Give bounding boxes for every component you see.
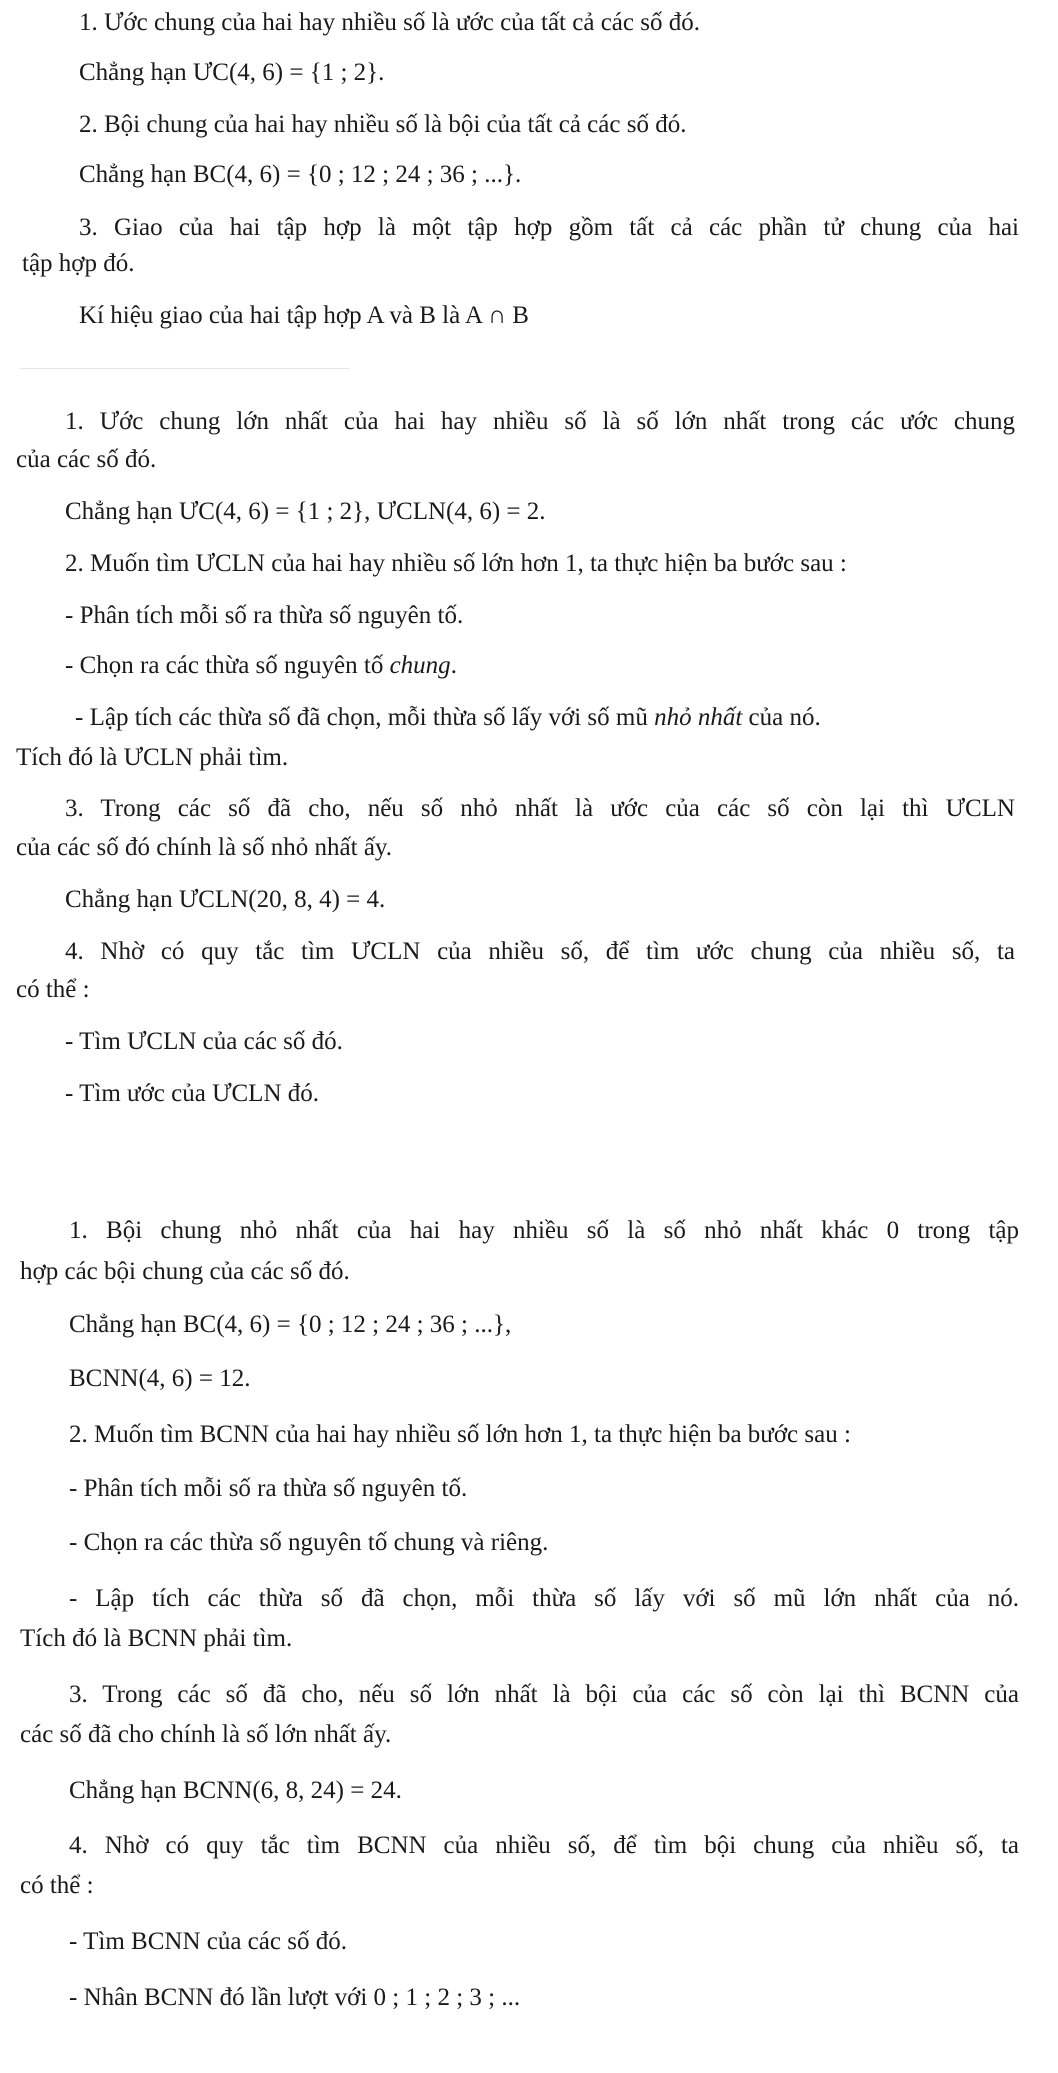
s3-p1-example2: BCNN(4, 6) = 12.	[69, 1365, 251, 1392]
s2-p3-example: Chẳng hạn ƯCLN(20, 8, 4) = 4.	[65, 886, 386, 913]
s2-p1-example: Chẳng hạn ƯC(4, 6) = {1 ; 2}, ƯCLN(4, 6) = 2.	[65, 498, 546, 525]
s1-p2-example: Chẳng hạn BC(4, 6) = {0 ; 12 ; 24 ; 36 ; ...}.	[79, 161, 522, 188]
s3-p4-step1: - Tìm BCNN của các số đó.	[69, 1928, 347, 1955]
s2-step3-emphasis: nhỏ nhất	[654, 704, 743, 731]
section-divider	[20, 368, 350, 369]
s3-p3-line1: 3. Trong các số đã cho, nếu số lớn nhất là bội của các số còn lại thì BCNN của	[69, 1681, 1019, 1708]
s3-p3-example: Chẳng hạn BCNN(6, 8, 24) = 24.	[69, 1777, 402, 1804]
s1-p1: 1. Ước chung của hai hay nhiều số là ước của tất cả các số đó.	[79, 9, 700, 36]
s3-p1-line2: hợp các bội chung của các số đó.	[20, 1258, 350, 1285]
s2-p4-line2: có thể :	[16, 976, 90, 1003]
s3-p2: 2. Muốn tìm BCNN của hai hay nhiều số lớn hơn 1, ta thực hiện ba bước sau :	[69, 1421, 851, 1448]
s3-p3-line2: các số đã cho chính là số lớn nhất ấy.	[20, 1721, 392, 1748]
s3-p1-example1: Chẳng hạn BC(4, 6) = {0 ; 12 ; 24 ; 36 ; ...},	[69, 1311, 512, 1338]
s2-p1-line1: 1. Ước chung lớn nhất của hai hay nhiều số là số lớn nhất trong các ước chung	[65, 408, 1015, 435]
s3-step2: - Chọn ra các thừa số nguyên tố chung và riêng.	[69, 1529, 549, 1556]
s2-p2: 2. Muốn tìm ƯCLN của hai hay nhiều số lớn hơn 1, ta thực hiện ba bước sau :	[65, 550, 847, 577]
s2-step3-line1	[75, 703, 821, 733]
s1-p1-example: Chẳng hạn ƯC(4, 6) = {1 ; 2}.	[79, 59, 385, 86]
s1-p3-line2: tập hợp đó.	[22, 250, 135, 277]
s2-p4-step1: - Tìm ƯCLN của các số đó.	[65, 1028, 343, 1055]
s3-p1-line1: 1. Bội chung nhỏ nhất của hai hay nhiều số là số nhỏ nhất khác 0 trong tập	[69, 1217, 1019, 1244]
s3-p4-step2: - Nhân BCNN đó lần lượt với 0 ; 1 ; 2 ; 3 ; ...	[69, 1984, 521, 2011]
s1-p3-line1: 3. Giao của hai tập hợp là một tập hợp gồm tất cả các phần tử chung của hai	[79, 214, 1019, 241]
s3-step1: - Phân tích mỗi số ra thừa số nguyên tố.	[69, 1475, 468, 1502]
s1-p3-notation: Kí hiệu giao của hai tập hợp A và B là A ∩ B	[79, 302, 529, 329]
s1-p2: 2. Bội chung của hai hay nhiều số là bội của tất cả các số đó.	[79, 111, 687, 138]
s3-step3-line1: - Lập tích các thừa số đã chọn, mỗi thừa số lấy với số mũ lớn nhất của nó.	[69, 1585, 1019, 1612]
s2-step2	[65, 651, 457, 681]
s2-p4-step2: - Tìm ước của ƯCLN đó.	[65, 1080, 319, 1107]
s3-p4-line1: 4. Nhờ có quy tắc tìm BCNN của nhiều số, để tìm bội chung của nhiều số, ta	[69, 1832, 1019, 1859]
s2-step3-end: của nó.	[742, 704, 821, 731]
s2-p4-line1: 4. Nhờ có quy tắc tìm ƯCLN của nhiều số, để tìm ước chung của nhiều số, ta	[65, 938, 1015, 965]
s3-step3-line2: Tích đó là BCNN phải tìm.	[20, 1625, 293, 1652]
s2-step3-line2: Tích đó là ƯCLN phải tìm.	[16, 744, 289, 771]
s2-step2-emphasis: chung	[389, 652, 451, 679]
s3-p4-line2: có thể :	[20, 1872, 94, 1899]
s2-step1: - Phân tích mỗi số ra thừa số nguyên tố.	[65, 602, 464, 629]
s2-p3-line1: 3. Trong các số đã cho, nếu số nhỏ nhất là ước của các số còn lại thì ƯCLN	[65, 795, 1015, 822]
s2-step2-end: .	[450, 652, 457, 679]
s2-step2-text: - Chọn ra các thừa số nguyên tố	[65, 652, 390, 679]
s2-p3-line2: của các số đó chính là số nhỏ nhất ấy.	[16, 834, 393, 861]
s2-step3-text: - Lập tích các thừa số đã chọn, mỗi thừa số lấy với số mũ	[75, 704, 655, 731]
s2-p1-line2: của các số đó.	[16, 446, 157, 473]
